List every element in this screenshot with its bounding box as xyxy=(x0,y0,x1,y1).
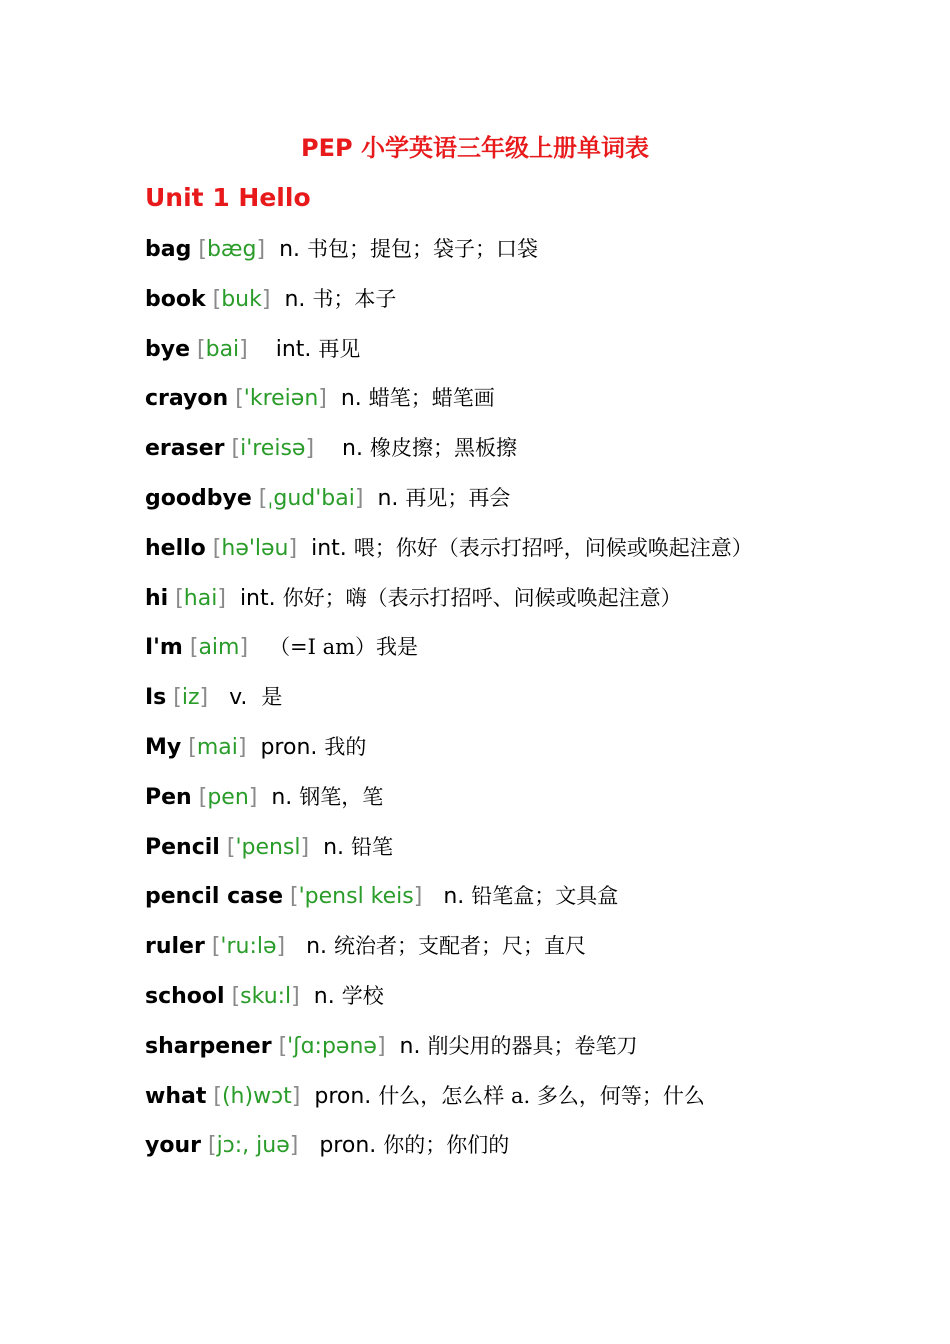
entry-definition: 钢笔，笔 xyxy=(299,784,384,809)
word-entry xyxy=(145,1128,925,1178)
entry-definition: 橡皮擦；黑板擦 xyxy=(369,436,517,461)
word-entry xyxy=(145,680,925,730)
bracket-close: ] xyxy=(354,485,364,511)
entry-definition: 学校 xyxy=(341,983,384,1008)
bracket-close: ] xyxy=(376,1033,386,1059)
bracket-close: ] xyxy=(256,237,266,262)
entry-definition: 你的；你们的 xyxy=(383,1133,510,1158)
bracket-open: [ xyxy=(207,1133,217,1159)
entry-definition: 书包；提包；袋子；口袋 xyxy=(307,237,539,261)
entry-phonetic: bæg xyxy=(206,237,257,262)
entry-pos: n. xyxy=(284,286,313,312)
entry-definition: 再见 xyxy=(318,336,361,361)
entry-definition: 铅笔盒；文具盒 xyxy=(471,884,619,909)
entry-definition: 喂；你好（表示打招呼，问候或唤起注意） xyxy=(353,535,753,560)
entry-phonetic: (h)wɔt xyxy=(221,1083,292,1109)
word-entry xyxy=(145,879,925,929)
entry-definition: 削尖用的器具；卷笔刀 xyxy=(427,1033,638,1058)
entry-word: pencil case xyxy=(145,884,284,910)
bracket-close: ] xyxy=(288,535,298,561)
entry-phonetic: hai xyxy=(183,585,218,611)
entry-word: Pencil xyxy=(145,834,220,860)
entry-phonetic: jɔ:, juə xyxy=(216,1133,290,1159)
entry-phonetic: 'ru:lə xyxy=(220,934,277,960)
word-entry xyxy=(145,630,925,680)
entry-phonetic: aim xyxy=(198,635,240,661)
entry-pos: n. xyxy=(443,884,472,910)
word-entry xyxy=(145,332,925,382)
page-title: PEP 小学英语三年级上册单词表 xyxy=(301,134,649,162)
entry-phonetic: i'reisə xyxy=(240,436,306,462)
bracket-close: ] xyxy=(276,934,286,960)
entry-word: I'm xyxy=(145,635,183,661)
entry-pos: int. xyxy=(311,535,354,561)
entry-phonetic: sku:l xyxy=(240,983,292,1009)
entry-definition: 再见；再会 xyxy=(405,485,511,510)
entry-pos: n. xyxy=(340,386,369,412)
bracket-open: [ xyxy=(189,635,199,661)
word-entry xyxy=(145,1029,925,1079)
word-entry xyxy=(145,232,925,282)
entry-word: school xyxy=(145,983,225,1009)
entry-pos: pron. xyxy=(319,1133,384,1159)
bracket-open: [ xyxy=(231,983,241,1009)
word-entry xyxy=(145,481,925,531)
word-entry xyxy=(145,979,925,1029)
entry-word: crayon xyxy=(145,386,229,412)
word-entry xyxy=(145,381,925,431)
bracket-open: [ xyxy=(213,1083,222,1109)
bracket-close: ] xyxy=(291,1083,301,1109)
word-entry xyxy=(145,581,925,631)
word-entry xyxy=(145,929,925,979)
entry-word: bye xyxy=(145,336,191,362)
entry-pos: int. xyxy=(239,585,283,611)
entry-word: Pen xyxy=(145,784,192,810)
word-list xyxy=(145,232,925,1178)
bracket-open: [ xyxy=(188,734,197,760)
entry-word: sharpener xyxy=(145,1033,272,1059)
bracket-close: ] xyxy=(248,784,258,810)
entry-phonetic: mai xyxy=(196,734,238,760)
bracket-close: ] xyxy=(199,685,209,711)
entry-definition: 蜡笔；蜡笔画 xyxy=(368,386,495,411)
bracket-close: ] xyxy=(300,834,310,860)
bracket-open: [ xyxy=(231,436,241,462)
entry-definition: 铅笔 xyxy=(351,834,394,859)
entry-phonetic: bai xyxy=(205,336,240,362)
bracket-open: [ xyxy=(290,884,299,910)
entry-pos: n. xyxy=(279,237,308,262)
word-entry xyxy=(145,730,925,780)
word-entry xyxy=(145,780,925,830)
entry-word: book xyxy=(145,286,206,312)
entry-word: hello xyxy=(145,535,206,561)
entry-phonetic: pen xyxy=(207,784,249,810)
bracket-close: ] xyxy=(239,635,249,661)
entry-definition: 什么，怎么样 a. 多么，何等；什么 xyxy=(378,1083,705,1108)
entry-phonetic: iz xyxy=(181,685,200,711)
unit-heading: Unit 1 Hello xyxy=(145,183,311,212)
entry-definition: （=I am）我是 xyxy=(269,635,419,660)
bracket-open: [ xyxy=(211,934,221,960)
entry-definition: 你好；嗨（表示打招呼、问候或唤起注意） xyxy=(282,585,682,610)
entry-word: your xyxy=(145,1133,201,1159)
bracket-close: ] xyxy=(289,1133,299,1159)
bracket-close: ] xyxy=(305,436,315,462)
bracket-open: [ xyxy=(212,286,222,312)
bracket-open: [ xyxy=(197,336,206,362)
bracket-close: ] xyxy=(291,983,300,1009)
bracket-open: [ xyxy=(212,535,222,561)
entry-word: ruler xyxy=(145,934,205,960)
entry-phonetic: 'ʃɑ:pənə xyxy=(287,1033,377,1059)
bracket-close: ] xyxy=(413,884,423,910)
entry-pos: v. xyxy=(229,685,262,711)
entry-pos: n. xyxy=(342,436,370,462)
entry-phonetic: buk xyxy=(221,286,262,312)
entry-pos: n. xyxy=(377,485,406,511)
bracket-open: [ xyxy=(175,585,184,611)
entry-phonetic: 'pensl xyxy=(235,834,301,860)
entry-pos: n. xyxy=(271,784,300,810)
bracket-open: [ xyxy=(198,784,208,810)
entry-phonetic: 'kreiən xyxy=(243,386,319,412)
bracket-open: [ xyxy=(226,834,236,860)
entry-word: goodbye xyxy=(145,485,252,511)
bracket-close: ] xyxy=(237,734,247,760)
entry-word: My xyxy=(145,734,182,760)
bracket-close: ] xyxy=(217,585,226,611)
entry-pos: n. xyxy=(306,934,335,960)
entry-phonetic: ˌgud'bai xyxy=(267,485,355,511)
word-entry xyxy=(145,282,925,332)
entry-word: bag xyxy=(145,237,192,262)
entry-definition: 统治者；支配者；尺；直尺 xyxy=(334,934,587,959)
word-entry xyxy=(145,431,925,481)
word-entry xyxy=(145,531,925,581)
entry-word: what xyxy=(145,1083,207,1109)
bracket-close: ] xyxy=(239,336,248,362)
entry-phonetic: hə'ləu xyxy=(221,535,289,561)
entry-pos: pron. xyxy=(260,734,325,760)
bracket-close: ] xyxy=(261,286,271,312)
entry-definition: 是 xyxy=(261,685,283,710)
word-entry xyxy=(145,1079,925,1129)
entry-definition: 书；本子 xyxy=(312,286,397,311)
bracket-open: [ xyxy=(173,685,182,711)
entry-word: eraser xyxy=(145,436,225,462)
entry-phonetic: 'pensl keis xyxy=(298,884,414,910)
bracket-open: [ xyxy=(278,1033,288,1059)
entry-pos: pron. xyxy=(314,1083,379,1109)
entry-pos: int. xyxy=(275,336,319,362)
entry-pos: n. xyxy=(313,983,342,1009)
entry-pos: n. xyxy=(399,1033,428,1059)
entry-pos: n. xyxy=(323,834,352,860)
entry-word: hi xyxy=(145,585,169,611)
bracket-open: [ xyxy=(258,485,268,511)
word-entry xyxy=(145,830,925,880)
bracket-open: [ xyxy=(235,386,244,412)
bracket-open: [ xyxy=(198,237,207,262)
entry-definition: 我的 xyxy=(324,734,367,759)
bracket-close: ] xyxy=(318,386,327,412)
entry-word: Is xyxy=(145,685,167,711)
